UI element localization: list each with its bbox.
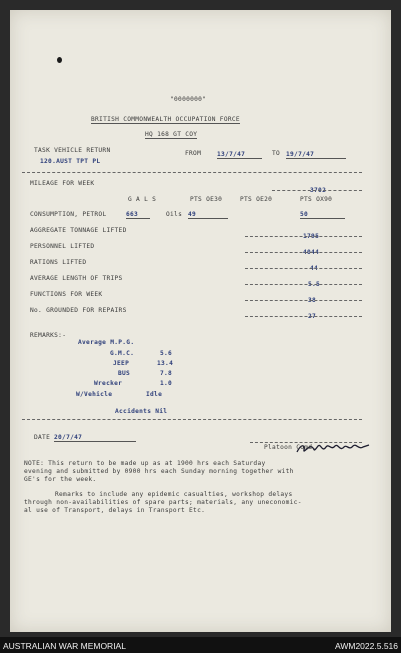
- date-value: 20/7/47: [54, 434, 136, 442]
- consumption-label: CONSUMPTION, PETROL: [30, 211, 107, 218]
- divider: [22, 172, 362, 173]
- stat-label: FUNCTIONS FOR WEEK: [30, 291, 103, 298]
- divider: [22, 419, 362, 420]
- note-line: GE's for the week.: [24, 476, 97, 483]
- from-label: FROM: [185, 150, 202, 157]
- to-label: TO: [272, 150, 281, 157]
- col-oe30: PTS OE30: [190, 196, 223, 203]
- mileage-value: 3702: [310, 187, 327, 194]
- note-line: Remarks to include any epidemic casualties, workshop delays: [55, 491, 293, 498]
- mileage-line: [272, 190, 362, 191]
- footer-bar: [0, 637, 401, 653]
- stat-line: [245, 300, 362, 301]
- mpg-value: 13.4: [157, 360, 174, 367]
- col-gals: G A L S: [128, 196, 157, 203]
- reference-number: "0000000": [170, 96, 207, 103]
- stat-value: 4044: [303, 249, 320, 256]
- stat-label: AGGREGATE TONNAGE LIFTED: [30, 227, 127, 234]
- footer-credit: AUSTRALIAN WAR MEMORIAL: [3, 641, 126, 651]
- stat-label: RATIONS LIFTED: [30, 259, 87, 266]
- stat-value: 27: [308, 313, 317, 320]
- signature-line: [250, 442, 362, 443]
- stat-line: [245, 236, 362, 237]
- mileage-label: MILEAGE FOR WEEK: [30, 180, 95, 187]
- platoon-name: 120.AUST TPT PL: [40, 158, 101, 165]
- organisation-title: BRITISH COMMONWEALTH OCCUPATION FORCE: [91, 116, 240, 123]
- mpg-value: 5.6: [160, 350, 173, 357]
- stat-label: No. GROUNDED FOR REPAIRS: [30, 307, 127, 314]
- stat-line: [245, 252, 362, 253]
- mpg-name: W/Vehicle: [76, 391, 113, 398]
- unit-name: HQ 168 GT COY: [145, 131, 198, 138]
- note-line: evening and submitted by 0900 hrs each Sunday morning together with: [24, 468, 294, 475]
- date-label: DATE: [34, 434, 51, 441]
- return-title: TASK VEHICLE RETURN: [34, 147, 111, 154]
- note-line: al use of Transport, delays in Transport Etc.: [24, 507, 206, 514]
- stat-line: [245, 284, 362, 285]
- stat-value: 1795: [303, 233, 320, 240]
- mpg-value: 7.8: [160, 370, 173, 377]
- punch-hole: [57, 57, 62, 63]
- document-page: [10, 10, 391, 632]
- stat-line: [245, 316, 362, 317]
- signatory-title: Platoon Comd.: [264, 444, 317, 451]
- col-ox90: PTS OX90: [300, 196, 333, 203]
- from-date: 13/7/47: [217, 151, 262, 159]
- accidents-note: Accidents Nil: [115, 408, 168, 415]
- mpg-name: G.M.C.: [110, 350, 135, 357]
- remarks-label: REMARKS:-: [30, 332, 67, 339]
- mpg-value: Idle: [146, 391, 163, 398]
- stat-value: 5.5: [308, 281, 321, 288]
- to-date: 19/7/47: [286, 151, 346, 159]
- footer-accession: AWM2022.5.516: [335, 641, 398, 651]
- mpg-name: Wrecker: [94, 380, 123, 387]
- note-line: through non-availabilities of spare parts; materials, any uneconomic-: [24, 499, 302, 506]
- stat-label: PERSONNEL LIFTED: [30, 243, 95, 250]
- stat-line: [245, 268, 362, 269]
- stat-value: 44: [310, 265, 319, 272]
- col-oe20: PTS OE20: [240, 196, 273, 203]
- stat-label: AVERAGE LENGTH OF TRIPS: [30, 275, 123, 282]
- mpg-value: 1.0: [160, 380, 173, 387]
- mpg-name: BUS: [118, 370, 131, 377]
- ox90-value: 50: [300, 211, 345, 219]
- note-line: NOTE: This return to be made up as at 1900 hrs each Saturday: [24, 460, 266, 467]
- oils-value: 49: [188, 211, 228, 219]
- mpg-name: JEEP: [113, 360, 130, 367]
- stat-value: 38: [308, 297, 317, 304]
- petrol-gals: 663: [126, 211, 150, 219]
- oils-label: Oils: [166, 211, 183, 218]
- mpg-heading: Average M.P.G.: [78, 339, 135, 346]
